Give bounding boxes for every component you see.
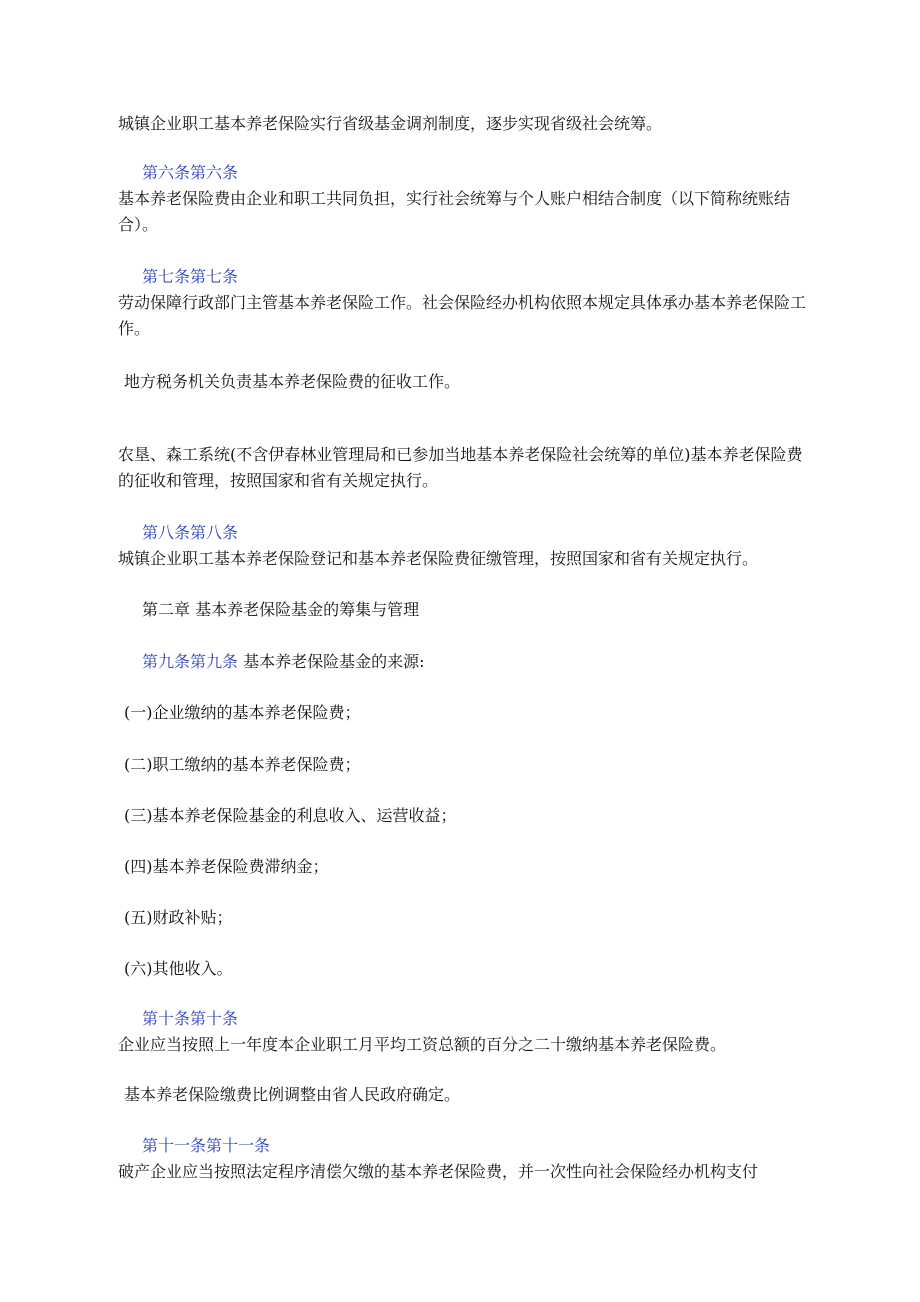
article-7-tax-text: 地方税务机关负责基本养老保险费的征收工作。 bbox=[124, 372, 461, 391]
article-8-text: 城镇企业职工基本养老保险登记和基本养老保险费征缴管理，按照国家和省有关规定执行。 bbox=[118, 549, 759, 568]
article-11-heading: 第十一条第十一条 bbox=[142, 1136, 271, 1155]
article-9-heading: 第九条第九条 bbox=[142, 652, 239, 671]
article-7-reclamation-text: 农垦、森工系统(不含伊春林业管理局和已参加当地基本养老保险社会统筹的单位)基本养老保险费的征收和管理，按照国家和省有关规定执行。 bbox=[118, 445, 803, 490]
article-11-text: 破产企业应当按照法定程序清偿欠缴的基本养老保险费，并一次性向社会保险经办机构支付 bbox=[118, 1162, 759, 1181]
article-7-heading: 第七条第七条 bbox=[142, 267, 239, 286]
fund-source-item-5: (五)财政补贴； bbox=[124, 908, 233, 927]
fund-source-item-4: (四)基本养老保险费滞纳金； bbox=[124, 857, 329, 876]
article-10-heading: 第十条第十条 bbox=[142, 1009, 239, 1028]
fund-source-item-1: (一)企业缴纳的基本养老保险费； bbox=[124, 703, 361, 722]
article-9-line bbox=[142, 649, 842, 675]
article-6-heading: 第六条第六条 bbox=[142, 163, 239, 182]
paragraph-provincial-fund: 城镇企业职工基本养老保险实行省级基金调剂制度，逐步实现省级社会统筹。 bbox=[118, 114, 663, 133]
chapter-2-title: 第二章 基本养老保险基金的筹集与管理 bbox=[142, 600, 420, 619]
fund-source-item-3: (三)基本养老保险基金的利息收入、运营收益； bbox=[124, 806, 457, 825]
article-10-ratio-text: 基本养老保险缴费比例调整由省人民政府确定。 bbox=[124, 1085, 461, 1104]
article-9-text: 基本养老保险基金的来源: bbox=[238, 652, 425, 671]
article-8-heading: 第八条第八条 bbox=[142, 523, 239, 542]
fund-source-item-2: (二)职工缴纳的基本养老保险费； bbox=[124, 755, 361, 774]
article-7-text: 劳动保障行政部门主管基本养老保险工作。社会保险经办机构依照本规定具体承办基本养老保险工作。 bbox=[118, 293, 807, 338]
article-10-text: 企业应当按照上一年度本企业职工月平均工资总额的百分之二十缴纳基本养老保险费。 bbox=[118, 1035, 727, 1054]
article-6-text: 基本养老保险费由企业和职工共同负担，实行社会统筹与个人账户相结合制度（以下简称统账结合）。 bbox=[118, 189, 791, 234]
fund-source-item-6: (六)其他收入。 bbox=[124, 959, 233, 978]
